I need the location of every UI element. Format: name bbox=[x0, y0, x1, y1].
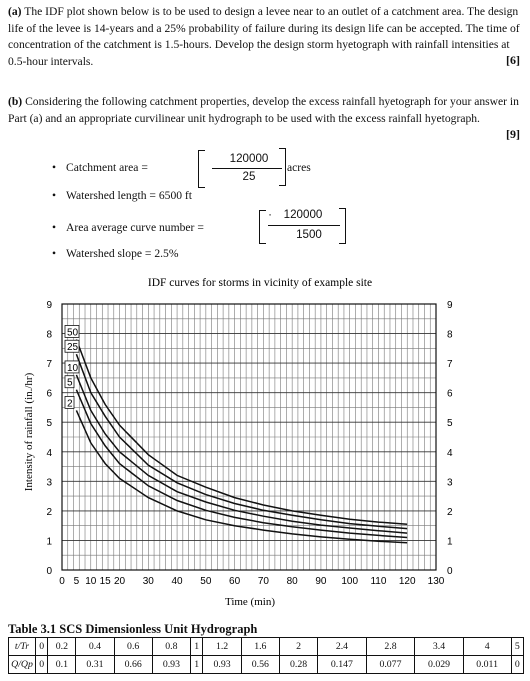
x-tick-label: 5 bbox=[73, 576, 80, 587]
return-period-label: 5 bbox=[67, 377, 73, 389]
return-period-label: 25 bbox=[67, 342, 79, 354]
table-cell: 2 bbox=[279, 638, 317, 656]
x-tick-label: 70 bbox=[257, 576, 269, 587]
chart-ticks bbox=[46, 300, 453, 587]
idf-curve-50yr bbox=[76, 340, 407, 525]
table-cell: 0.93 bbox=[203, 656, 241, 674]
idf-curve-2yr bbox=[76, 410, 407, 542]
y-tick-label-right: 9 bbox=[447, 300, 453, 311]
bullet-watershed-length: • Watershed length = 6500 ft bbox=[52, 189, 193, 202]
y-tick-label-left: 1 bbox=[46, 536, 52, 548]
x-axis-label: Time (min) bbox=[224, 596, 276, 608]
area-denominator: 25 bbox=[242, 170, 256, 183]
y-tick-label-right: 1 bbox=[447, 536, 453, 548]
table-cell: 0.8 bbox=[152, 638, 190, 656]
y-tick-label-right: 6 bbox=[447, 388, 453, 400]
question-part-a bbox=[8, 4, 522, 70]
y-tick-label-left: 8 bbox=[46, 329, 52, 341]
x-tick-label: 60 bbox=[229, 576, 241, 587]
idf-curves bbox=[76, 340, 407, 543]
watershed-slope-text: Watershed slope = 2.5% bbox=[66, 247, 179, 260]
x-tick-label: 50 bbox=[200, 576, 212, 587]
part-b-marks: [9] bbox=[506, 127, 520, 141]
x-tick-label: 20 bbox=[113, 576, 126, 587]
bullet-curve-number: • Area average curve number = bbox=[52, 221, 204, 234]
x-tick-label: 120 bbox=[398, 576, 416, 587]
y-tick-label-right: 8 bbox=[447, 329, 453, 341]
x-tick-label: 40 bbox=[171, 576, 183, 587]
watershed-length-text: Watershed length = 6500 ft bbox=[66, 189, 193, 202]
table-cell: 0.077 bbox=[366, 656, 415, 674]
table-cell: 0 bbox=[36, 656, 48, 674]
x-tick-label: 80 bbox=[286, 576, 298, 587]
idf-curve-10yr bbox=[76, 375, 407, 533]
cn-denominator: 1500 bbox=[296, 228, 322, 241]
y-tick-label-left: 3 bbox=[46, 477, 52, 489]
table-cell: 2.8 bbox=[366, 638, 415, 656]
cn-prefix-dot: · bbox=[268, 208, 272, 221]
return-period-labels bbox=[65, 325, 79, 409]
x-tick-label: 0 bbox=[59, 576, 65, 587]
table-cell: 0.56 bbox=[241, 656, 279, 674]
y-tick-label-right: 2 bbox=[447, 506, 453, 518]
table-cell: 0.31 bbox=[76, 656, 114, 674]
table-cell: 5 bbox=[511, 638, 523, 656]
table-cell: 0 bbox=[36, 638, 48, 656]
y-tick-label-right: 7 bbox=[447, 359, 453, 371]
table-cell: 0.93 bbox=[152, 656, 190, 674]
x-tick-label: 10 bbox=[85, 576, 97, 587]
x-tick-label: 130 bbox=[427, 576, 445, 587]
area-left-bracket bbox=[198, 150, 205, 188]
area-fraction-bar bbox=[212, 168, 282, 169]
area-unit: acres bbox=[287, 161, 311, 174]
part-b-text: Considering the following catchment properties, develop the excess rainfall hyetograph for your answer in Part (a) and an appropriate curvilinear unit hydrograph to be used with the excess rainfall hyetograph. bbox=[8, 95, 519, 125]
idf-curve-5yr bbox=[76, 390, 407, 538]
x-tick-label: 90 bbox=[315, 576, 327, 587]
y-tick-label-left: 4 bbox=[46, 447, 52, 459]
return-period-label: 2 bbox=[67, 398, 73, 410]
return-period-label: 10 bbox=[67, 362, 79, 374]
table-row-t-tr bbox=[9, 638, 524, 656]
x-tick-label: 110 bbox=[370, 576, 387, 587]
y-tick-label-left: 6 bbox=[46, 388, 52, 400]
row-header-q-qp: Q/Qp bbox=[9, 656, 36, 674]
table-cell: 0.66 bbox=[114, 656, 152, 674]
idf-curve-25yr bbox=[76, 354, 407, 528]
y-tick-label-right: 4 bbox=[447, 447, 453, 459]
table-cell: 2.4 bbox=[318, 638, 367, 656]
table-cell: 0.6 bbox=[114, 638, 152, 656]
table-cell: 0.011 bbox=[463, 656, 511, 674]
table-cell: 0.029 bbox=[415, 656, 464, 674]
y-tick-label-left: 7 bbox=[46, 359, 52, 371]
bullet-catchment-area: • Catchment area = bbox=[52, 161, 148, 174]
table-title: Table 3.1 SCS Dimensionless Unit Hydrograph bbox=[8, 622, 258, 636]
table-cell: 0.147 bbox=[318, 656, 367, 674]
x-tick-label: 100 bbox=[341, 576, 359, 587]
table-cell: 0.28 bbox=[279, 656, 317, 674]
table-cell: 1.2 bbox=[203, 638, 241, 656]
y-tick-label-left: 9 bbox=[46, 300, 52, 311]
return-period-label: 50 bbox=[67, 327, 79, 339]
x-tick-label: 15 bbox=[99, 576, 111, 587]
y-tick-label-right: 3 bbox=[447, 477, 453, 489]
cn-left-bracket bbox=[259, 210, 266, 244]
chart-title: IDF curves for storms in vicinity of example site bbox=[147, 277, 373, 289]
table-cell: 1 bbox=[191, 656, 203, 674]
curve-number-label: Area average curve number = bbox=[66, 221, 204, 234]
table-cell: 1.6 bbox=[241, 638, 279, 656]
y-tick-label-left: 0 bbox=[46, 566, 52, 577]
y-tick-label-right: 5 bbox=[447, 418, 453, 430]
cn-fraction-bar bbox=[268, 225, 340, 226]
row-header-t-tr: t/Tr bbox=[9, 638, 36, 656]
part-a-marks: [6] bbox=[506, 53, 520, 67]
question-part-b bbox=[8, 94, 522, 127]
idf-chart bbox=[6, 268, 524, 618]
part-a-text: The IDF plot shown below is to be used to design a levee near to an outlet of a catchment area. The design life of the levee is 14-years and a 25% probability of failure during its design life can be accepted. The time of concentration of the catchment is 1.5-hours. Develop the design storm hyetograph with rainfall intensities at 0.5-hour intervals. bbox=[8, 5, 520, 68]
table-cell: 3.4 bbox=[415, 638, 464, 656]
bullet-watershed-slope: • Watershed slope = 2.5% bbox=[52, 247, 179, 260]
table-cell: 0.4 bbox=[76, 638, 114, 656]
table-cell: 4 bbox=[463, 638, 511, 656]
cn-right-bracket bbox=[339, 208, 346, 244]
table-cell: 0 bbox=[511, 656, 523, 674]
area-numerator: 120000 bbox=[229, 152, 269, 165]
y-tick-label-right: 0 bbox=[447, 566, 453, 577]
table-cell: 0.2 bbox=[48, 638, 76, 656]
part-b-label: (b) bbox=[8, 95, 23, 108]
part-a-label: (a) bbox=[8, 5, 22, 18]
y-axis-label: Intensity of rainfall (in./hr) bbox=[23, 372, 35, 492]
area-right-bracket bbox=[279, 148, 286, 186]
scs-unit-hydrograph-table bbox=[8, 637, 524, 674]
table-row-q-qp bbox=[9, 656, 524, 674]
catchment-area-label: Catchment area = bbox=[66, 161, 148, 174]
cn-numerator: 120000 bbox=[283, 208, 323, 221]
y-tick-label-left: 5 bbox=[46, 418, 52, 430]
y-tick-label-left: 2 bbox=[46, 506, 52, 518]
x-tick-label: 30 bbox=[142, 576, 154, 587]
table-cell: 0.1 bbox=[48, 656, 76, 674]
table-cell: 1 bbox=[191, 638, 203, 656]
